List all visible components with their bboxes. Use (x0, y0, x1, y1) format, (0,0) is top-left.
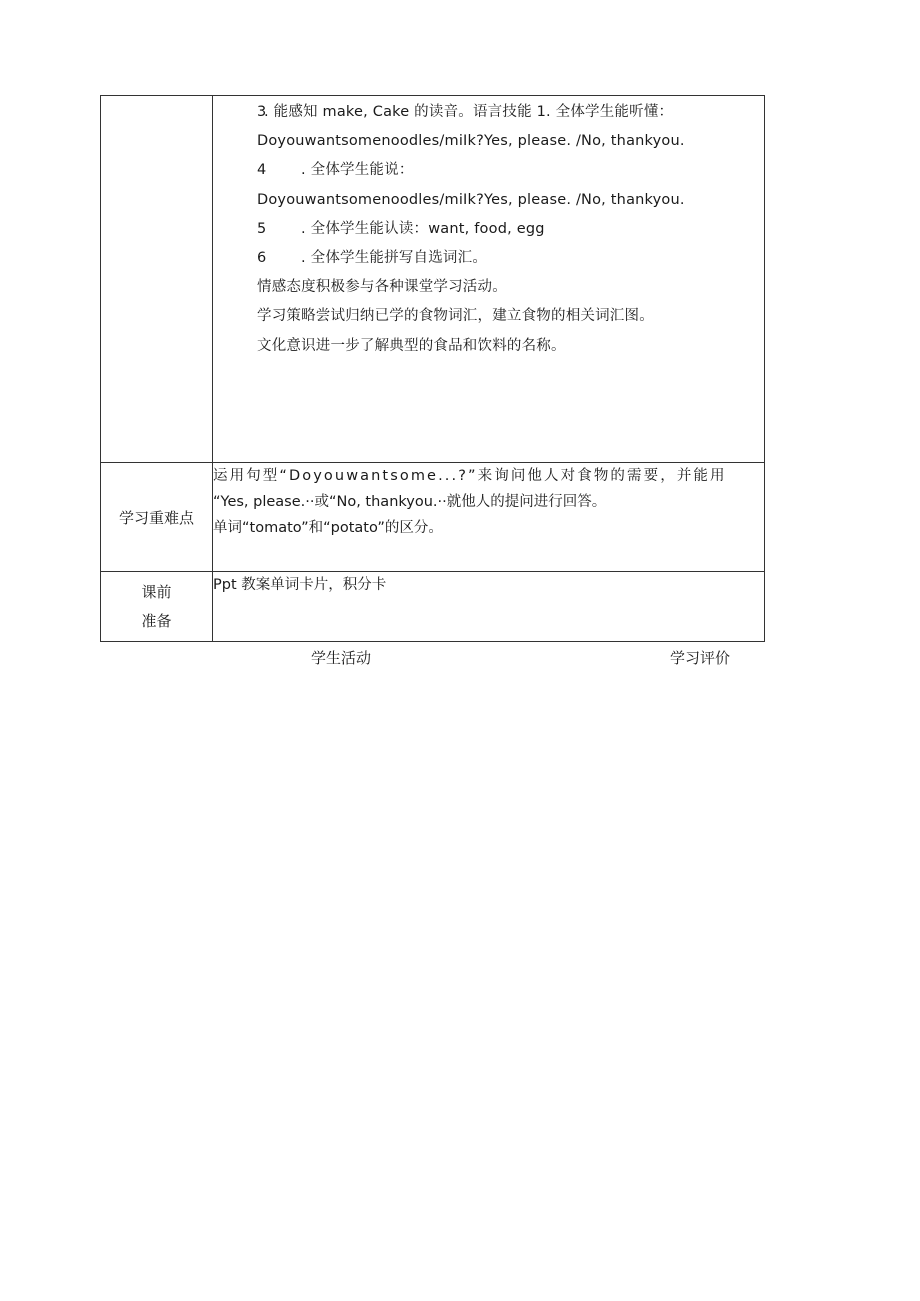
key-point-line: “Yes, please.··或“No, thankyou.··就他人的提问进行回答。 (213, 494, 607, 510)
key-points-content-cell (213, 463, 765, 572)
key-points-row (101, 463, 765, 572)
objective-line: 学习策略尝试归纳已学的食物词汇，建立食物的相关词汇图。 (257, 308, 654, 325)
student-activity-heading: 学生活动 (311, 649, 372, 667)
objective-line: Doyouwantsomenoodles/miIk?Yes, please. /No, thankyou. (257, 133, 685, 150)
preparation-label-cell (101, 572, 213, 642)
objective-line: 5 . 全体学生能认读：want, food, egg (257, 220, 545, 237)
lesson-plan-table (100, 95, 765, 642)
preparation-content-cell (213, 572, 765, 642)
key-point-line: 运用句型“Doyouwantsome...?”来询问他人对食物的需要，并能用 (213, 468, 727, 484)
preparation-label-line1: 课前 (141, 582, 172, 601)
key-point-line: 单词“tomato”和“potato”的区分。 (213, 520, 443, 536)
preparation-label-line2: 准备 (141, 611, 172, 630)
objective-line: 3. 能感知 make, Cake 的读音。语言技能 1. 全体学生能听懂： (257, 104, 674, 120)
objectives-row (101, 96, 765, 463)
objective-line: Doyouwantsomenoodles/miIk?Yes, please. /No, thankyou. (257, 191, 685, 208)
key-points-label: 学习重难点 (101, 463, 213, 572)
objective-line: 文化意识进一步了解典型的食品和饮料的名称。 (257, 337, 566, 354)
evaluation-heading: 学习评价 (670, 649, 731, 667)
preparation-text: Ppt 教案单词卡片，积分卡 (213, 577, 387, 593)
objective-line: 情感态度积极参与各种课堂学习活动。 (257, 279, 507, 296)
objectives-label-cell (101, 96, 213, 463)
objective-line: 6 . 全体学生能拼写自选词汇。 (257, 250, 488, 267)
objectives-content-cell (213, 96, 765, 463)
preparation-row (101, 572, 765, 642)
objective-line: 4 . 全体学生能说： (257, 162, 414, 179)
